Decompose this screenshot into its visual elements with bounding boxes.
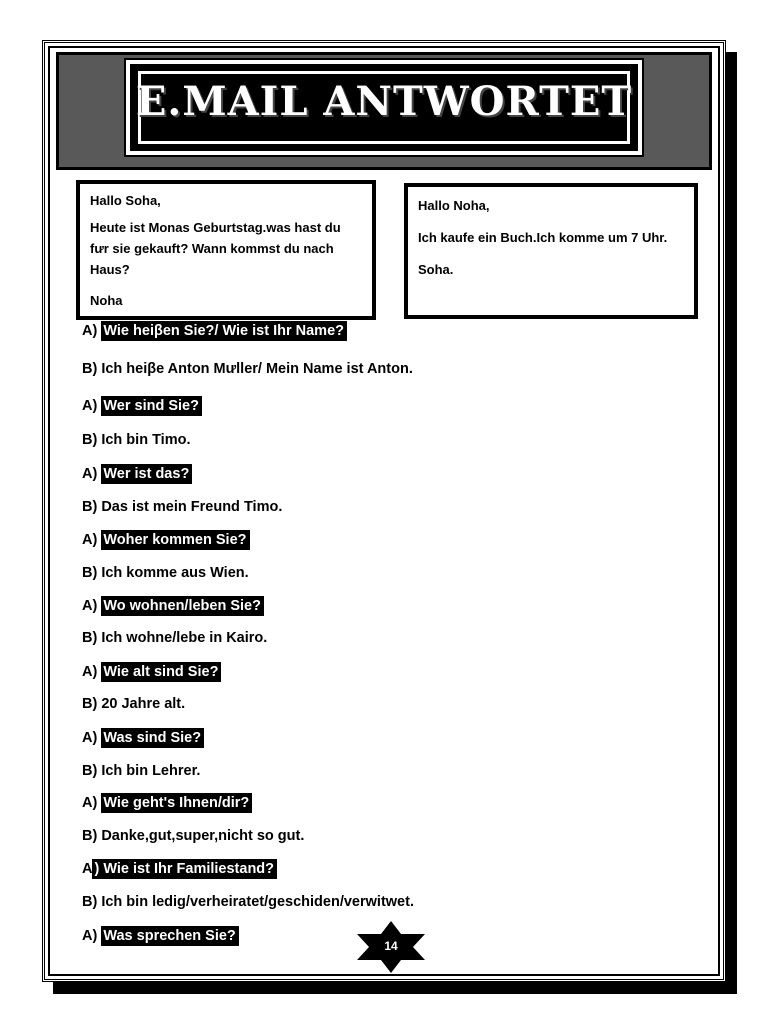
email-greeting: Hallo Soha, [90, 193, 161, 208]
question-row [82, 595, 264, 617]
row-prefix: A) [82, 730, 102, 746]
question-row [82, 792, 252, 814]
row-prefix: A) [82, 466, 102, 482]
answer-text: B) Ich heiβe Anton Mưller/ Mein Name ist Anton. [82, 361, 413, 377]
question-text: Wo wohnen/leben Sie? [101, 596, 264, 616]
question-row [82, 727, 204, 749]
answer-row [82, 627, 267, 649]
email-greeting: Hallo Noha, [418, 198, 490, 213]
row-prefix: A) [82, 323, 102, 339]
page-title: E.MAIL ANTWORTET [135, 78, 633, 125]
answer-row [82, 358, 413, 380]
email-body: Heute ist Monas Geburtstag.was hast du fưr sie gekauft? Wann kommst du nach Haus? [90, 220, 341, 277]
question-text: Was sind Sie? [101, 728, 204, 748]
answer-row [82, 693, 185, 715]
email-box-noha [76, 180, 376, 320]
question-text: Woher kommen Sie? [101, 530, 249, 550]
email-signature: Soha. [418, 262, 454, 277]
answer-row [82, 496, 282, 518]
answer-text: B) Ich bin Timo. [82, 432, 191, 448]
row-prefix: A) [82, 928, 102, 944]
answer-text: B) Ich bin ledig/verheiratet/geschiden/verwitwet. [82, 894, 414, 910]
question-text: Wie heiβen Sie?/ Wie ist Ihr Name? [101, 321, 347, 341]
row-prefix: A) [82, 795, 102, 811]
title-box [126, 60, 642, 155]
email-body: Ich kaufe ein Buch.Ich komme um 7 Uhr. [418, 230, 668, 245]
answer-text: B) Ich bin Lehrer. [82, 763, 201, 779]
row-prefix: A) [82, 532, 102, 548]
row-prefix: A) [82, 664, 102, 680]
question-row [82, 661, 221, 683]
question-text: ) Wie ist Ihr Familiestand? [92, 859, 277, 879]
question-text: Wie alt sind Sie? [101, 662, 221, 682]
question-row [82, 925, 239, 947]
question-row [82, 320, 347, 342]
answer-row [82, 760, 200, 782]
question-row [82, 395, 202, 417]
question-text: Wer ist das? [101, 464, 192, 484]
row-prefix: A [82, 861, 93, 877]
answer-text: B) 20 Jahre alt. [82, 696, 186, 712]
answer-row [82, 562, 249, 584]
question-text: Wer sind Sie? [101, 396, 202, 416]
answer-row [82, 429, 190, 451]
page-number: 14 [384, 939, 398, 953]
answer-text: B) Ich wohne/lebe in Kairo. [82, 630, 268, 646]
answer-text: B) Das ist mein Freund Timo. [82, 499, 283, 515]
question-text: Wie geht's Ihnen/dir? [101, 793, 252, 813]
row-prefix: A) [82, 598, 102, 614]
answer-text: B) Danke,gut,super,nicht so gut. [82, 828, 305, 844]
answer-text: B) Ich komme aus Wien. [82, 565, 249, 581]
answer-row [82, 891, 414, 913]
question-row [82, 529, 250, 551]
question-text: Was sprechen Sie? [101, 926, 238, 946]
email-signature: Noha [90, 293, 123, 308]
answer-row [82, 825, 304, 847]
question-row [82, 858, 277, 880]
email-box-soha [404, 183, 698, 319]
row-prefix: A) [82, 398, 102, 414]
question-row [82, 463, 192, 485]
